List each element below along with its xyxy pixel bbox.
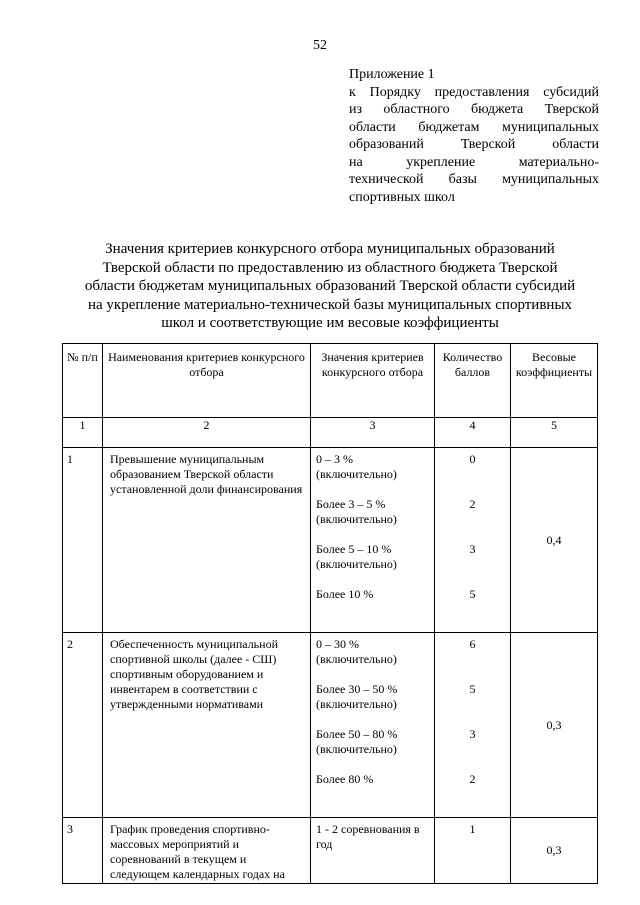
heading-line: на укрепление материально-технической базы муниципальных спортивных [87, 296, 573, 313]
index-cell: 3 [311, 418, 435, 448]
row-number: 3 [63, 818, 103, 884]
column-index-row [63, 418, 598, 448]
header-weights: Весовые коэффициенты [511, 344, 598, 418]
criterion-value: 1 - 2 соревнования в год [316, 822, 420, 851]
appendix-block [349, 66, 599, 206]
appendix-line: технической базы муниципальных [349, 172, 599, 187]
criterion-value: Более 3 – 5 % (включительно) [316, 497, 397, 526]
table-header-row [63, 344, 598, 418]
page-number: 52 [313, 38, 327, 53]
table-row [63, 818, 598, 884]
index-cell: 5 [511, 418, 598, 448]
table-row [63, 448, 598, 633]
appendix-line: спортивных школ [349, 189, 455, 205]
appendix-title: Приложение 1 [349, 67, 435, 82]
row-number: 1 [63, 448, 103, 633]
header-values: Значения критериев конкурсного отбора [311, 344, 435, 418]
heading-line: школ и соответствующие им весовые коэффициенты [161, 315, 499, 331]
criterion-value: Более 50 – 80 % (включительно) [316, 727, 398, 756]
appendix-line: на укрепление материально- [349, 154, 599, 170]
table-row [63, 633, 598, 818]
points-value: 3 [469, 727, 476, 741]
appendix-line: к Порядку предоставления субсидий [349, 84, 599, 100]
heading-line: области бюджетам муниципальных образований Тверской области субсидий [84, 278, 576, 294]
points-value: 5 [469, 587, 476, 601]
header-num: № п/п [63, 344, 103, 418]
criterion-value: Более 5 – 10 % (включительно) [316, 542, 397, 571]
appendix-line: области бюджетам муниципальных [349, 119, 599, 135]
criterion-value: Более 10 % [316, 587, 374, 601]
criterion-value: 0 – 30 % (включительно) [316, 637, 397, 666]
points-value: 0 [469, 452, 476, 466]
criterion-name: Обеспеченность муниципальной спортивной школы (далее - СШ) спортивным оборудованием и инвентарем в соответствии с утвержденными нормативами [110, 637, 278, 711]
document-heading [60, 240, 600, 333]
index-cell: 4 [435, 418, 511, 448]
weight-coefficient: 0,4 [511, 448, 598, 633]
weight-coefficient: 0,3 [511, 818, 598, 884]
points-value: 6 [469, 637, 476, 651]
index-cell: 2 [103, 418, 311, 448]
criteria-table [62, 343, 598, 884]
row-number: 2 [63, 633, 103, 818]
criterion-name: График проведения спортивно-массовых мероприятий и соревнований в текущем и следующем календарных годах на [110, 822, 285, 881]
points-value: 5 [469, 682, 476, 696]
header-name: Наименования критериев конкурсного отбора [103, 344, 311, 418]
criterion-name: Превышение муниципальным образованием Тверской области установленной доли финансирования [110, 452, 303, 496]
points-value: 2 [469, 497, 476, 511]
criterion-value: Более 30 – 50 % (включительно) [316, 682, 398, 711]
criterion-value: Более 80 % [316, 772, 374, 786]
points-value: 3 [469, 542, 476, 556]
criterion-value: 0 – 3 % (включительно) [316, 452, 397, 481]
index-cell: 1 [63, 418, 103, 448]
appendix-line: из областного бюджета Тверской [349, 102, 599, 117]
points-value: 2 [469, 772, 476, 786]
heading-line: Значения критериев конкурсного отбора муниципальных образований [105, 241, 555, 257]
heading-line: Тверской области по предоставлению из областного бюджета Тверской [102, 259, 558, 276]
weight-coefficient: 0,3 [511, 633, 598, 818]
appendix-line: образований Тверской области [349, 137, 599, 152]
points-value: 1 [469, 822, 476, 836]
header-points: Количество баллов [435, 344, 511, 418]
